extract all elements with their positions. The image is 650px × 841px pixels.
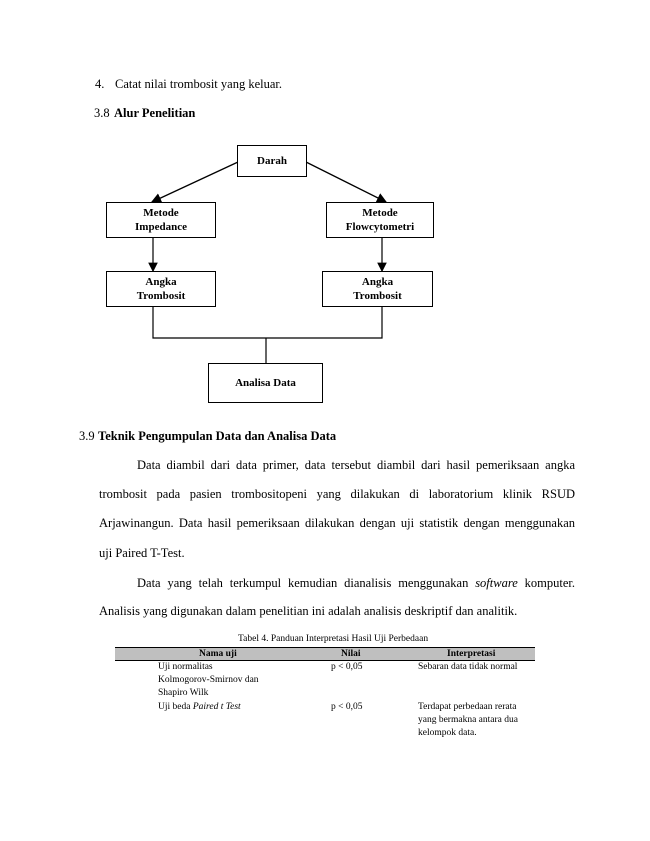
paragraph-line: Analisis yang digunakan dalam penelitian ini adalah analisis deskriptif dan analitik. [99, 604, 518, 618]
flow-box-metode-impedance: Metode Impedance [106, 202, 216, 238]
flow-box-angka-trombosit-right: Angka Trombosit [322, 271, 433, 307]
section-title: Teknik Pengumpulan Data dan Analisa Data [98, 429, 337, 443]
paragraph-line: Data yang telah terkumpul kemudian dianalisis menggunakan software komputer. [137, 576, 575, 590]
flow-box-darah: Darah [237, 145, 307, 177]
table-cell-value: p < 0,05 [331, 702, 363, 712]
table-header: Nama uji [199, 649, 237, 659]
paragraph-line: uji Paired T-Test. [99, 546, 185, 560]
paragraph-line: trombosit pada pasien trombositopeni yang dilakukan di laboratorium klinik RSUD [99, 487, 575, 501]
table-cell-interpretation: Sebaran data tidak normal [418, 662, 518, 672]
table-cell-name: Uji normalitas Kolmogorov-Smirnov dan Shapiro Wilk [158, 662, 259, 698]
step-number: 4. [95, 77, 105, 91]
step-text: Catat nilai trombosit yang keluar. [115, 77, 282, 91]
table-header: Nilai [341, 649, 361, 659]
section-number: 3.9 [79, 429, 95, 443]
paragraph-line: Data diambil dari data primer, data tersebut diambil dari hasil pemeriksaan angka [137, 458, 575, 472]
flow-box-metode-flowcytometri: Metode Flowcytometri [326, 202, 434, 238]
flow-box-angka-trombosit-left: Angka Trombosit [106, 271, 216, 307]
section-title: Alur Penelitian [114, 106, 196, 120]
table-cell-value: p < 0,05 [331, 662, 363, 672]
flow-box-analisa-data: Analisa Data [208, 363, 323, 403]
table-cell-interpretation: Terdapat perbedaan rerata yang bermakna antara dua kelompok data. [418, 702, 518, 738]
paragraph-line: Arjawinangun. Data hasil pemeriksaan dilakukan dengan uji statistik dengan menggunakan [99, 516, 575, 530]
table-header: Interpretasi [447, 649, 496, 659]
table-cell-name: Uji beda Paired t Test [158, 702, 241, 712]
section-number: 3.8 [94, 106, 110, 120]
table-caption: Tabel 4. Panduan Interpretasi Hasil Uji Perbedaan [238, 634, 429, 644]
